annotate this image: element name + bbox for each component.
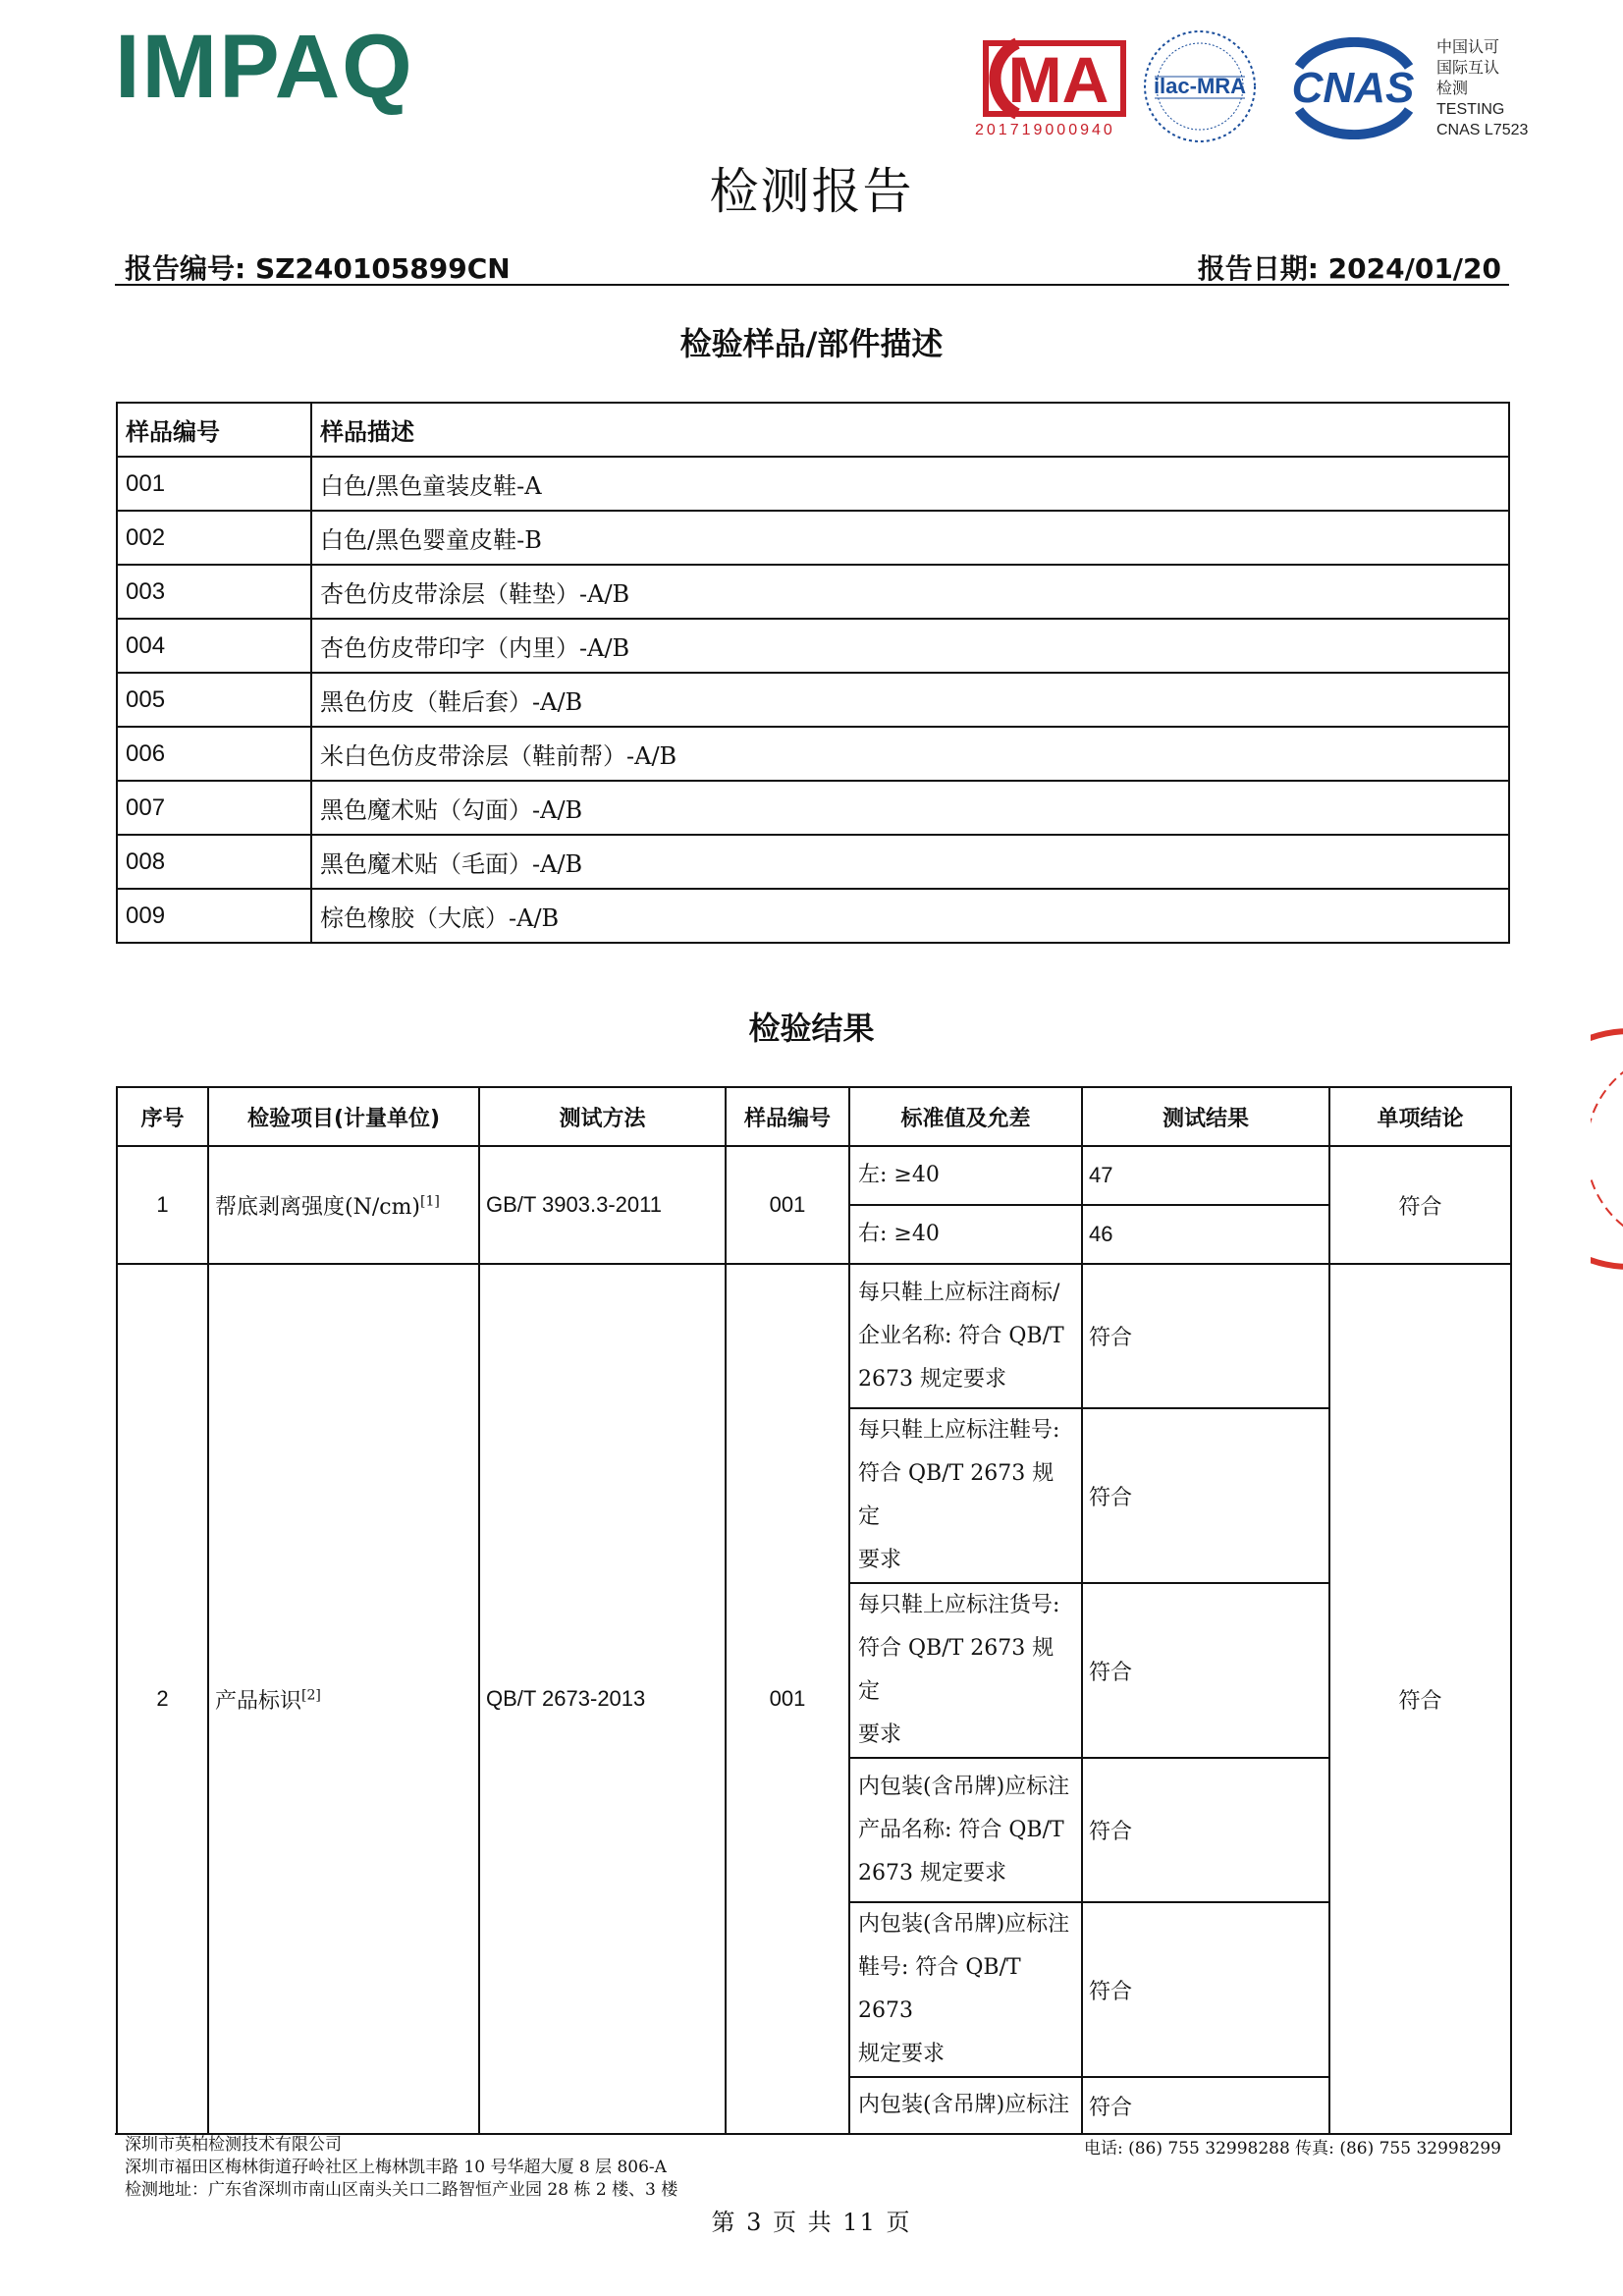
standard-line: 2673 规定要求 bbox=[858, 1366, 1006, 1392]
test-result: 符合 bbox=[1082, 1902, 1329, 2077]
ma-label: MA bbox=[1007, 43, 1109, 116]
standard-line: 要求 bbox=[858, 1548, 902, 1572]
footnote-ref: [1] bbox=[420, 1193, 440, 1210]
table-row bbox=[117, 565, 1509, 619]
sample-no: 009 bbox=[117, 889, 311, 943]
standard-line: 符合 QB/T 2673 规定 bbox=[858, 1461, 1055, 1529]
cnas-accreditation-text bbox=[1436, 37, 1528, 140]
standard-line: 每只鞋上应标注鞋号: bbox=[858, 1418, 1060, 1443]
cnas-line: 检测 bbox=[1436, 81, 1469, 97]
header-cell: 样品编号 bbox=[726, 1087, 849, 1146]
item-name bbox=[208, 1146, 479, 1264]
footnote-ref: [2] bbox=[301, 1687, 321, 1704]
header-cell: 样品描述 bbox=[311, 403, 1509, 457]
standard-line: 符合 QB/T 2673 规定 bbox=[858, 1636, 1055, 1704]
header-cell: 测试结果 bbox=[1082, 1087, 1329, 1146]
sample-desc: 黑色魔术贴（勾面）-A/B bbox=[311, 781, 1509, 835]
header-divider bbox=[115, 284, 1509, 286]
sample-no: 007 bbox=[117, 781, 311, 835]
header-cell: 测试方法 bbox=[479, 1087, 726, 1146]
standard-line: 内包装(含吊牌)应标注 bbox=[858, 1774, 1070, 1799]
sample-desc: 白色/黑色婴童皮鞋-B bbox=[311, 511, 1509, 565]
table-header-row bbox=[117, 403, 1509, 457]
item-name-text: 帮底剥离强度(N/cm) bbox=[215, 1194, 421, 1220]
standard-value: 右: ≥40 bbox=[849, 1205, 1082, 1264]
sample-no: 005 bbox=[117, 673, 311, 727]
standard-value bbox=[849, 1264, 1082, 1408]
header-cell: 序号 bbox=[117, 1087, 208, 1146]
report-number: 报告编号: SZ240105899CN bbox=[125, 252, 511, 285]
table-row bbox=[117, 619, 1509, 673]
standard-value bbox=[849, 1758, 1082, 1902]
standard-line: 每只鞋上应标注商标/ bbox=[858, 1280, 1060, 1305]
page-number: 第 3 页 共 11 页 bbox=[711, 2209, 912, 2236]
item-name-text: 产品标识 bbox=[215, 1688, 302, 1714]
test-result: 46 bbox=[1082, 1205, 1329, 1264]
test-result: 符合 bbox=[1082, 1583, 1329, 1758]
standard-value bbox=[849, 2077, 1082, 2134]
table-row bbox=[117, 781, 1509, 835]
official-seal-icon bbox=[1591, 1021, 1623, 1277]
standard-value bbox=[849, 1408, 1082, 1583]
results-table bbox=[116, 1086, 1512, 2135]
test-result: 符合 bbox=[1082, 1264, 1329, 1408]
standard-line: 要求 bbox=[858, 1722, 902, 1747]
samples-section-title: 检验样品/部件描述 bbox=[679, 325, 944, 362]
sample-no: 001 bbox=[117, 457, 311, 511]
table-row bbox=[117, 1146, 1511, 1205]
document-title: 检测报告 bbox=[709, 163, 914, 220]
report-date: 报告日期: 2024/01/20 bbox=[1197, 252, 1501, 285]
test-result: 符合 bbox=[1082, 1758, 1329, 1902]
header-cell: 样品编号 bbox=[117, 403, 311, 457]
cnas-logo-icon bbox=[1279, 37, 1427, 139]
sample-no: 004 bbox=[117, 619, 311, 673]
results-section-title: 检验结果 bbox=[748, 1010, 875, 1047]
standard-value bbox=[849, 1902, 1082, 2077]
footer-lab-address: 检测地址：广东省深圳市南山区南头关口二路智恒产业园 28 栋 2 楼、3 楼 bbox=[125, 2180, 678, 2200]
table-row bbox=[117, 1264, 1511, 1408]
item-method: GB/T 3903.3-2011 bbox=[479, 1146, 726, 1264]
standard-line: 每只鞋上应标注货号: bbox=[858, 1593, 1060, 1617]
cnas-line: CNAS L7523 bbox=[1436, 122, 1529, 138]
company-logo bbox=[115, 17, 414, 117]
item-name bbox=[208, 1264, 479, 2134]
sample-desc: 米白色仿皮带涂层（鞋前帮）-A/B bbox=[311, 727, 1509, 781]
item-conclusion: 符合 bbox=[1329, 1264, 1511, 2134]
sample-no: 006 bbox=[117, 727, 311, 781]
test-result: 47 bbox=[1082, 1146, 1329, 1205]
sample-no: 008 bbox=[117, 835, 311, 889]
header-cell: 检验项目(计量单位) bbox=[208, 1087, 479, 1146]
table-header-row bbox=[117, 1087, 1511, 1146]
sample-desc: 杏色仿皮带印字（内里）-A/B bbox=[311, 619, 1509, 673]
standard-line: 企业名称: 符合 QB/T bbox=[858, 1323, 1064, 1348]
standard-value: 左: ≥40 bbox=[849, 1146, 1082, 1205]
sample-desc: 棕色橡胶（大底）-A/B bbox=[311, 889, 1509, 943]
item-method: QB/T 2673-2013 bbox=[479, 1264, 726, 2134]
header-cell: 单项结论 bbox=[1329, 1087, 1511, 1146]
footer-contact: 电话: (86) 755 32998288 传真: (86) 755 32998299 bbox=[1083, 2139, 1501, 2159]
item-seq: 1 bbox=[117, 1146, 208, 1264]
table-row bbox=[117, 727, 1509, 781]
sample-desc: 白色/黑色童装皮鞋-A bbox=[311, 457, 1509, 511]
sample-desc: 黑色仿皮（鞋后套）-A/B bbox=[311, 673, 1509, 727]
standard-line: 鞋号: 符合 QB/T 2673 bbox=[858, 1955, 1021, 2023]
table-row bbox=[117, 673, 1509, 727]
table-row bbox=[117, 835, 1509, 889]
ilac-mra-seal-icon bbox=[1141, 27, 1259, 145]
ma-number: 201719000940 bbox=[975, 122, 1115, 138]
table-row bbox=[117, 889, 1509, 943]
standard-value bbox=[849, 1583, 1082, 1758]
cnas-label: CNAS bbox=[1291, 64, 1415, 112]
item-sample: 001 bbox=[726, 1264, 849, 2134]
logo-text: IMPAQ bbox=[115, 17, 414, 117]
footer-address: 深圳市福田区梅林街道孖岭社区上梅林凯丰路 10 号华超大厦 8 层 806-A bbox=[125, 2158, 667, 2177]
table-row bbox=[117, 511, 1509, 565]
cnas-line: 中国认可 bbox=[1436, 39, 1500, 56]
sample-no: 002 bbox=[117, 511, 311, 565]
cnas-line: 国际互认 bbox=[1436, 60, 1500, 77]
ilac-label: ilac-MRA bbox=[1153, 74, 1247, 98]
cnas-line: TESTING bbox=[1436, 101, 1505, 118]
standard-line: 内包装(含吊牌)应标注 bbox=[858, 2093, 1070, 2117]
test-result: 符合 bbox=[1082, 2077, 1329, 2134]
standard-line: 产品名称: 符合 QB/T bbox=[858, 1817, 1064, 1842]
sample-desc: 黑色魔术贴（毛面）-A/B bbox=[311, 835, 1509, 889]
footer-address-block bbox=[125, 2134, 677, 2202]
footer-company: 深圳市英柏检测技术有限公司 bbox=[125, 2135, 342, 2155]
header-cell: 标准值及允差 bbox=[849, 1087, 1082, 1146]
item-conclusion: 符合 bbox=[1329, 1146, 1511, 1264]
standard-line: 规定要求 bbox=[858, 2042, 946, 2066]
table-row bbox=[117, 457, 1509, 511]
standard-line: 内包装(含吊牌)应标注 bbox=[858, 1912, 1070, 1937]
samples-table bbox=[116, 402, 1510, 944]
sample-no: 003 bbox=[117, 565, 311, 619]
item-seq: 2 bbox=[117, 1264, 208, 2134]
sample-desc: 杏色仿皮带涂层（鞋垫）-A/B bbox=[311, 565, 1509, 619]
standard-line: 2673 规定要求 bbox=[858, 1860, 1006, 1886]
test-result: 符合 bbox=[1082, 1408, 1329, 1583]
item-sample: 001 bbox=[726, 1146, 849, 1264]
cma-mark-icon bbox=[978, 37, 1131, 120]
